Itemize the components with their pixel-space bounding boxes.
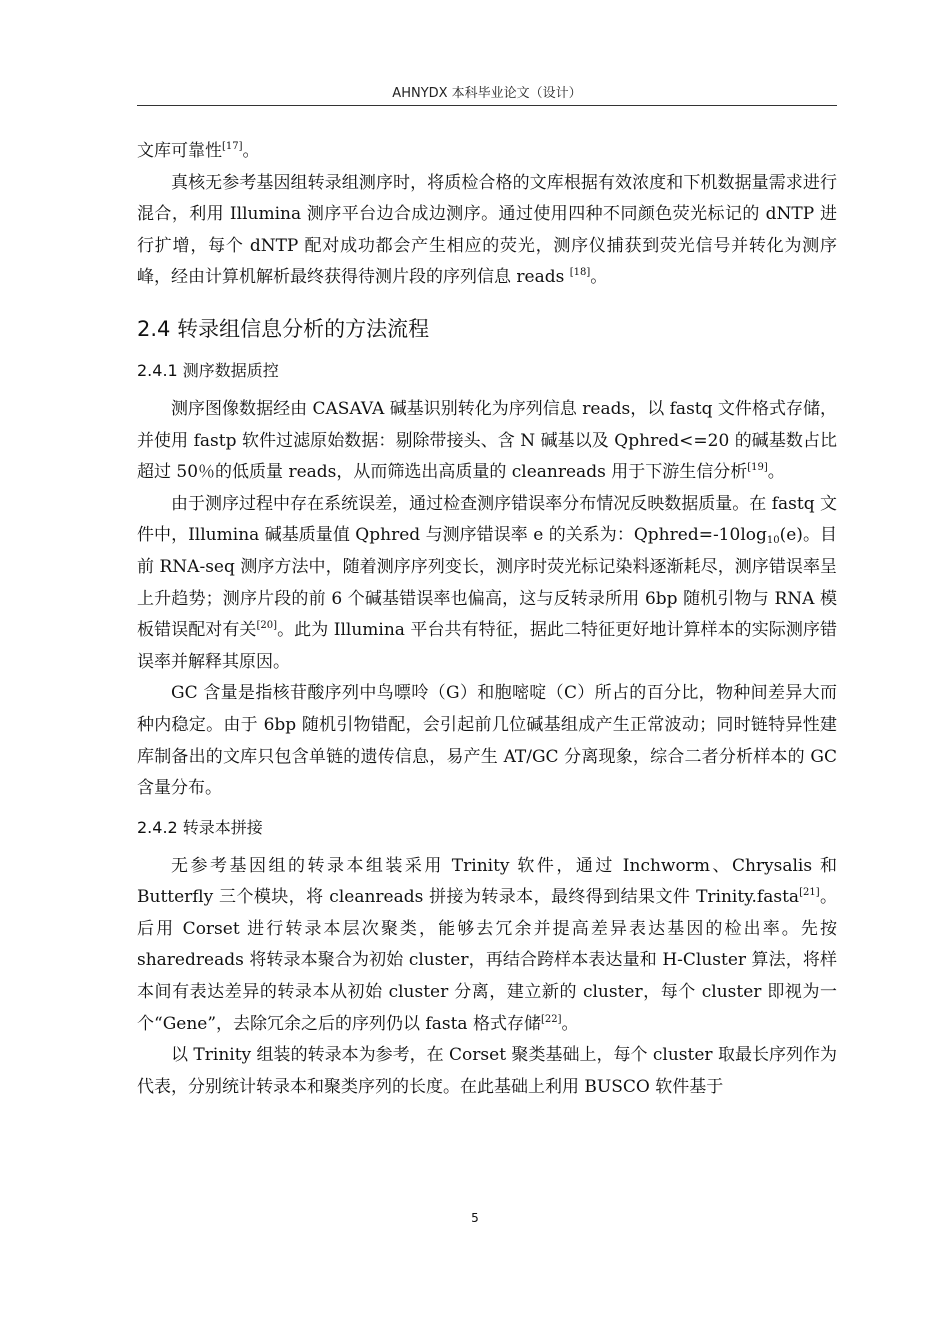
paragraph-continuation <box>137 136 837 168</box>
citation: [22] <box>540 1013 562 1025</box>
paragraph-error-rate <box>137 489 837 679</box>
paragraph-end: 。 <box>767 462 785 483</box>
paragraph-text: 由于测序过程中存在系统误差，通过检查测序错误率分布情况反映数据质量。在 fastq 文件中，Illumina 碱基质量值 Qphred 与测序错误率 e 的关系为：Qphred=-10log <box>137 493 837 546</box>
paragraph-end: 。 <box>590 267 608 288</box>
paragraph-text: 测序图像数据经由 CASAVA 碱基识别转化为序列信息 reads，以 fastq 文件格式存储，并使用 fastp 软件过滤原始数据：剔除带接头、含 N 碱基以及 Qphred<=20 的碱基数占比超过 50％的低质量 reads，从而筛选出高质量的 cleanreads 用于下游生信分析 <box>137 398 837 483</box>
header-rule <box>137 105 837 106</box>
paragraph-text: 真核无参考基因组转录组测序时，将质检合格的文库根据有效浓度和下机数据量需求进行混合，利用 Illumina 测序平台边合成边测序。通过使用四种不同颜色荧光标记的 dNTP 进行扩增，每个 dNTP 配对成功都会产生相应的荧光，测序仪捕获到荧光信号并转化为测序峰，经由计算机解析最终获得待测片段的序列信息 reads <box>137 172 837 288</box>
paragraph-gc-content: GC 含量是指核苷酸序列中鸟嘌呤（G）和胞嘧啶（C）所占的百分比，物种间差异大而种内稳定。由于 6bp 随机引物错配，会引起前几位碱基组成产生正常波动；同时链特异性建库制备出的文库只包含单链的遗传信息，易产生 AT/GC 分离现象，综合二者分析样本的 GC 含量分布。 <box>137 683 837 799</box>
citation: [21] <box>799 887 820 899</box>
paragraph-text: 无参考基因组的转录本组装采用 Trinity 软件，通过 Inchworm、Chrysalis 和 Butterfly 三个模块，将 cleanreads 拼接为转录本，最终得到结果文件 Trinity.fasta <box>137 855 837 908</box>
paragraph-busco: 以 Trinity 组装的转录本为参考，在 Corset 聚类基础上，每个 cluster 取最长序列作为代表，分别统计转录本和聚类序列的长度。在此基础上利用 BUSCO 软件基于 <box>137 1045 837 1097</box>
paragraph-text: 文库可靠性 <box>137 141 222 161</box>
paragraph-text: 。后用 Corset 进行转录本层次聚类，能够去冗余并提高差异表达基因的检出率。先按 sharedreads 将转录本聚合为初始 cluster，再结合跨样本表达量和 H-Cluster 算法，将样本间有表达差异的转录本从初始 cluster 分离，建立新的 cluster，每个 cluster 即视为一个“Gene”，去除冗余之后的序列仍以 fasta 格式存储 <box>137 887 838 1034</box>
paragraph-text: 。此为 Illumina 平台共有特征，据此二特征更好地计算样本的实际测序错误率并解释其原因。 <box>137 620 837 672</box>
page-body <box>137 136 837 1103</box>
subsection-heading-2-4-2: 2.4.2 转录本拼接 <box>137 817 263 837</box>
paragraph-text: (e)。目前 RNA-seq 测序方法中，随着测序序列变长，测序时荧光标记染料逐渐耗尽，测序错误率呈上升趋势；测序片段的前 6 个碱基错误率也偏高，这与反转录所用 6bp 随机引物与 RNA 模板错误配对有关 <box>137 525 837 641</box>
citation: [17] <box>222 141 243 152</box>
page-header: AHNYDX 本科毕业论文（设计） <box>392 86 582 101</box>
page-number: 5 <box>471 1211 479 1225</box>
subsection-heading-2-4-1: 2.4.1 测序数据质控 <box>137 360 279 380</box>
citation: [20] <box>256 620 277 632</box>
paragraph-assembly <box>137 851 837 1041</box>
paragraph-qc-filtering <box>137 394 837 489</box>
citation: [19] <box>747 462 768 474</box>
paragraph-end: 。 <box>242 141 260 161</box>
log-subscript: 10 <box>766 535 780 547</box>
paragraph-sequencing <box>137 168 837 294</box>
citation: [18] <box>569 267 591 279</box>
paragraph-end: 。 <box>561 1013 579 1034</box>
section-heading-2-4: 2.4 转录组信息分析的方法流程 <box>137 316 430 341</box>
